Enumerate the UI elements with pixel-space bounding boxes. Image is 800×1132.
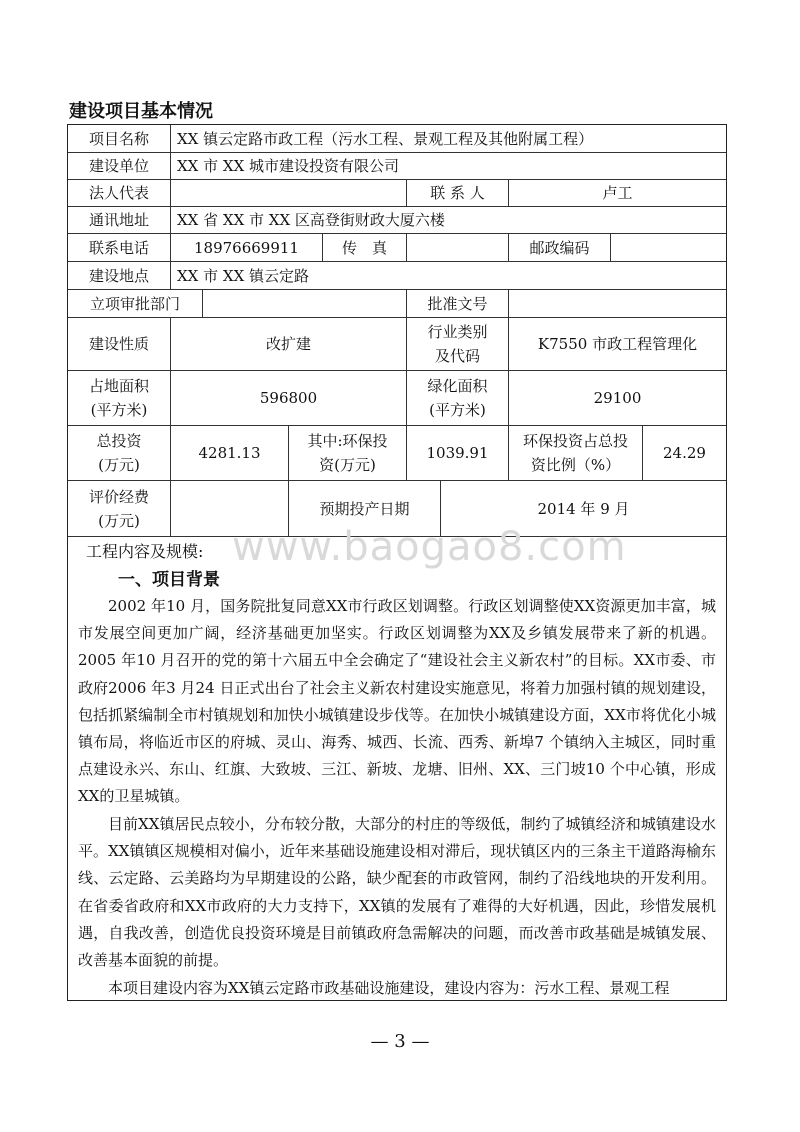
address-value: XX 省 XX 市 XX 区高登街财政大厦六楼: [170, 207, 726, 233]
invest-value: 4281.13: [170, 426, 288, 480]
env-ratio-label: 环保投资占总投 资比例（%）: [508, 426, 642, 480]
table-row: [68, 153, 726, 180]
address-label: 通讯地址: [88, 211, 149, 229]
location-value: XX 市 XX 镇云定路: [170, 262, 726, 289]
approval-dept-value: [202, 290, 406, 317]
paragraph: 本项目建设内容为XX镇云定路市政基础设施建设，建设内容为：污水工程、景观工程: [108, 979, 670, 997]
table-row: [68, 262, 726, 290]
content-subheading: 一、项目背景: [118, 570, 220, 590]
table-row: [68, 318, 726, 371]
green-label: 绿化面积 (平方米): [406, 371, 508, 425]
table-row: [68, 426, 726, 481]
table-row: [68, 125, 726, 153]
section-title: 建设项目基本情况: [69, 101, 213, 122]
production-date-label: 预期投产日期: [288, 481, 440, 536]
builder-label: 建设单位: [88, 157, 149, 175]
area-label: 占地面积 (平方米): [88, 377, 149, 419]
invest-label: 总投资 (万元): [96, 432, 142, 474]
approval-doc-label: 批准文号: [406, 290, 508, 317]
legal-rep-label: 法人代表: [88, 184, 149, 202]
phone-label: 联系电话: [88, 238, 149, 257]
table-row: [68, 234, 726, 262]
location-label: 建设地点: [88, 266, 149, 285]
approval-doc-value: [508, 290, 726, 317]
nature-label: 建设性质: [88, 335, 149, 353]
postcode-value: [610, 234, 726, 261]
table-row: [68, 371, 726, 426]
table-row: [68, 207, 726, 234]
env-ratio-value: 24.29: [642, 426, 726, 480]
postcode-label: 邮政编码: [508, 234, 610, 261]
fax-value: [406, 234, 508, 261]
industry-label: 行业类别 及代码: [406, 318, 508, 370]
project-name-value: XX 镇云定路市政工程（污水工程、景观工程及其他附属工程）: [170, 125, 726, 152]
production-date-value: 2014 年 9 月: [440, 481, 726, 536]
fax-label: 传 真: [322, 234, 406, 261]
area-value: 596800: [170, 371, 406, 425]
table-row: [68, 180, 726, 207]
approval-dept-label: 立项审批部门: [89, 294, 180, 313]
contact-value: 卢工: [508, 180, 726, 206]
watermark: www.baogao8.com: [232, 524, 627, 570]
table-row: [68, 290, 726, 318]
phone-value: 18976669911: [170, 234, 322, 261]
env-invest-label: 其中:环保投 资(万元): [288, 426, 406, 480]
eval-fee-label: 评价经费 (万元): [88, 487, 149, 530]
green-value: 29100: [508, 371, 726, 425]
paragraph: 目前XX镇居民点较小，分布较分散，大部分的村庄的等级低，制约了城镇经济和城镇建设水平。XX镇镇区规模相对偏小，近年来基础设施建设相对滞后，现状镇区内的三条主干道路海榆东线、云定路、云美路均为早期建设的公路，缺少配套的市政管网，制约了沿线地块的开发利用。在省委省政府和XX市政府的大力支持下，XX镇的发展有了难得的大好机遇，因此，珍惜发展机遇，自我改善，创造优良投资环境是目前镇政府急需解决的问题，而改善市政基础是城镇发展、改善基本面貌的前提。: [78, 815, 716, 970]
page-number: — 3 —: [370, 1031, 430, 1052]
project-name-label: 项目名称: [88, 129, 149, 148]
builder-value: XX 市 XX 城市建设投资有限公司: [170, 153, 726, 179]
industry-value: K7550 市政工程管理化: [508, 318, 726, 370]
nature-value: 改扩建: [170, 318, 406, 370]
paragraph: 2002 年10 月，国务院批复同意XX市行政区划调整。行政区划调整使XX资源更加丰富，城市发展空间更加广阔，经济基础更加坚实。行政区划调整为XX及乡镇发展带来了新的机遇。2005 年10 月召开的党的第十六届五中全会确定了“建设社会主义新农村”的目标。XX市委、市政府2006 年3 月24 日正式出台了社会主义新农村建设实施意见，将着力加强村镇的规划建设，包括抓紧编制全市村镇规划和加快小城镇建设步伐等。在加快小城镇建设方面，XX市将优化小城镇布局，将临近市区的府城、灵山、海秀、城西、长流、西秀、新埠7 个镇纳入主城区，同时重点建设永兴、东山、红旗、大致坡、三江、新坡、龙塘、旧州、XX、三门坡10 个中心镇，形成XX的卫星城镇。: [78, 597, 716, 806]
content-heading: 工程内容及规模:: [86, 542, 204, 561]
legal-rep-value: [170, 180, 406, 206]
content-section: [68, 537, 726, 1000]
env-invest-value: 1039.91: [406, 426, 508, 480]
contact-label: 联 系 人: [406, 180, 508, 206]
